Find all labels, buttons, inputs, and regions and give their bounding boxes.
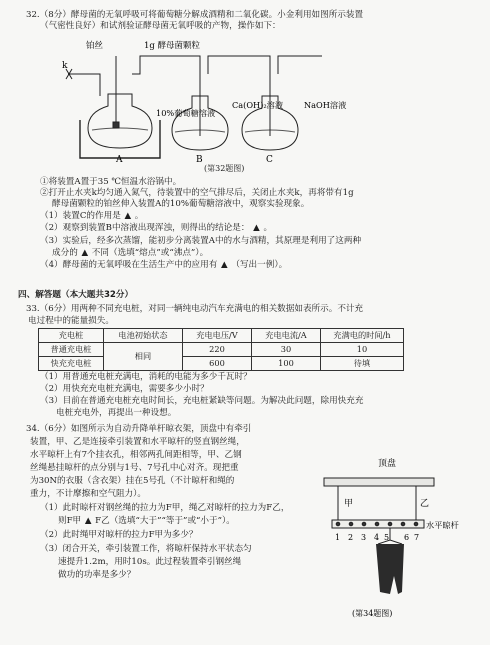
top-plate: [324, 478, 434, 486]
table-cell: 相同: [104, 343, 183, 371]
q34-sub-2: （2）此时绳甲对晾杆的拉力F甲为多少？: [40, 530, 198, 540]
label-flask-b: B: [196, 155, 203, 165]
answer-blank: ▲: [221, 260, 228, 270]
q34-sub-1a: （1）此时晾杆对钢丝绳的拉力为F甲，绳乙对晾杆的拉力为F乙，: [40, 503, 290, 513]
label-k: k: [62, 61, 68, 71]
q32-sub-3a: （3）实验后，经多次蒸馏，能初步分离装置A中的水与酒精，其原理是利用了这两种: [40, 236, 362, 246]
q32-stem-line-1: 32.（8分）酵母菌的无氧呼吸可将葡萄糖分解成酒精和二氧化碳。小金利用如图所示装置: [26, 10, 364, 20]
tube-a-to-b: [132, 56, 200, 96]
table-cell: 220: [183, 343, 252, 357]
q34-sub-3c: 做功的功率是多少？: [58, 570, 136, 580]
q34-stem-line-5: 为30N的衣服（含衣架）挂在5号孔（不计晾杆和绳的: [30, 476, 235, 486]
answer-blank: ▲: [84, 516, 92, 526]
label-rod: 水平晾杆: [426, 520, 459, 530]
label-flask-c: C: [266, 155, 273, 165]
table-header: 电池初始状态: [104, 329, 183, 343]
nitrogen-inlet-tube: [68, 74, 100, 96]
q34-sub-3b: 速提升1.2m，用时10s。此过程装置牵引钢丝绳: [58, 557, 242, 567]
q33-data-table: [38, 328, 404, 371]
hole-number: 1: [335, 533, 341, 542]
hole-number: 2: [348, 533, 354, 542]
table-cell: 普通充电桩: [39, 343, 104, 357]
table-row: [39, 343, 404, 357]
flask-a: [88, 94, 152, 148]
q32-step-2b: 酵母菌颗粒的铂丝伸入装置A的10%葡萄糖溶液中，观察实验现象。: [52, 199, 310, 209]
label-jia: 甲: [344, 499, 354, 509]
hole-number: 7: [414, 533, 420, 542]
q34-figure-caption: (第34题图): [352, 609, 393, 618]
table-header: 充满电的时间/h: [321, 329, 404, 343]
q33-sub-3a: （3）目前在普通充电桩充电时间长，充电桩紧缺等问题。为解决此问题，除用快充充: [40, 396, 364, 406]
hanger: [378, 540, 402, 544]
q32-sub-3b: 成分的 ▲ 不同（选填“熔点”或“沸点”）。: [52, 248, 209, 258]
table-cell: 30: [252, 343, 321, 357]
hole-number: 3: [361, 533, 367, 542]
q34-sub-1b: 则F甲 ▲ F乙（选填“大于”“等于”或“小于”）。: [58, 516, 235, 526]
q34-stem-line-4: 丝绳悬挂晾杆的点分别与1号、7号孔中心对齐。现把重: [30, 463, 239, 473]
q32-figure-caption: (第32题图): [204, 164, 245, 173]
label-glucose: 10%葡萄糖溶液: [156, 108, 216, 118]
hole-number: 5: [384, 533, 390, 542]
table-row: [39, 357, 404, 371]
q33-stem-line-2: 电过程中的能量损失。: [28, 316, 114, 326]
q32-sub-2: （2）观察到装置B中溶液出现浑浊，则得出的结论是： ▲ 。: [40, 223, 273, 233]
table-header: 充电电压/V: [183, 329, 252, 343]
q32-sub-4: （4）酵母菌的无氧呼吸在生活生产中的应用有 ▲ （写出一例）。: [40, 260, 288, 270]
q34-stem-line-3: 水平晾杆上有7个挂衣孔，相邻两孔间距相等，甲、乙钢: [30, 450, 242, 460]
q33-stem-line-1: 33.（6分）用两种不同充电桩，对同一辆纯电动汽车充满电的相关数据如表所示。不计充: [26, 304, 364, 314]
answer-blank: ▲: [253, 223, 260, 233]
q32-step-2a: ②打开止水夹k均匀通入氮气，待装置中的空气排尽后，关闭止水夹k，再将带有1g: [40, 188, 354, 198]
q34-stem-line-1: 34.（6分）如图所示为自动升降单杆晾衣架，顶盘中有牵引: [26, 424, 252, 434]
label-platinum-wire: 铂丝: [86, 41, 104, 51]
table-header-row: [39, 329, 404, 343]
q32-sub-1: （1）装置C的作用是 ▲ 。: [40, 211, 144, 221]
table-cell: 600: [183, 357, 252, 371]
label-top-plate: 顶盘: [378, 459, 397, 469]
table-cell: 待填: [321, 357, 404, 371]
garment: [376, 544, 404, 594]
answer-blank: ▲: [124, 211, 132, 221]
label-naoh: NaOH溶液: [304, 100, 347, 110]
q33-sub-1: （1）用普通充电桩充满电，消耗的电能为多少千瓦时？: [40, 372, 252, 382]
table-header: 充电桩: [39, 329, 104, 343]
hole-number: 4: [374, 533, 380, 542]
section-heading: 四、解答题（本大题共32分）: [18, 290, 134, 300]
hole-number: 6: [404, 533, 410, 542]
label-yi: 乙: [420, 499, 430, 509]
q34-sub-3a: （3）闭合开关，牵引装置工作，将晾杆保持水平状态匀: [40, 544, 252, 554]
table-cell: 10: [321, 343, 404, 357]
label-caoh2: Ca(OH)₂溶液: [232, 100, 284, 110]
table-cell: 快充充电桩: [39, 357, 104, 371]
q34-clothes-rack-figure: [318, 452, 468, 620]
q34-stem-line-2: 装置，甲、乙是连接牵引装置和水平晾杆的竖直钢丝绳，: [30, 437, 245, 447]
outlet-tube: [278, 56, 322, 74]
table-header: 充电电流/A: [252, 329, 321, 343]
label-flask-a: A: [116, 155, 123, 165]
q32-step-1: ①将装置A置于35 ℃恒温水浴锅中。: [40, 177, 182, 187]
q33-sub-3b: 电桩充电外，再提出一种设想。: [56, 408, 177, 418]
hole-numbers: [335, 533, 419, 542]
flask-a-liquid: [92, 128, 148, 130]
answer-blank: ▲: [81, 248, 89, 258]
q33-sub-2: （2）用快充充电桩充满电，需要多少小时？: [40, 384, 209, 394]
q32-apparatus-figure: [60, 34, 380, 166]
label-yeast: 1g 酵母菌颗粒: [144, 41, 201, 51]
q34-stem-line-6: 重力，不计摩擦和空气阻力）。: [30, 489, 147, 499]
table-cell: 100: [252, 357, 321, 371]
yeast-pellet: [113, 122, 119, 128]
q32-stem-line-2: （气密性良好）和试剂验证酵母菌无氧呼吸的产物，操作如下：: [40, 21, 281, 31]
